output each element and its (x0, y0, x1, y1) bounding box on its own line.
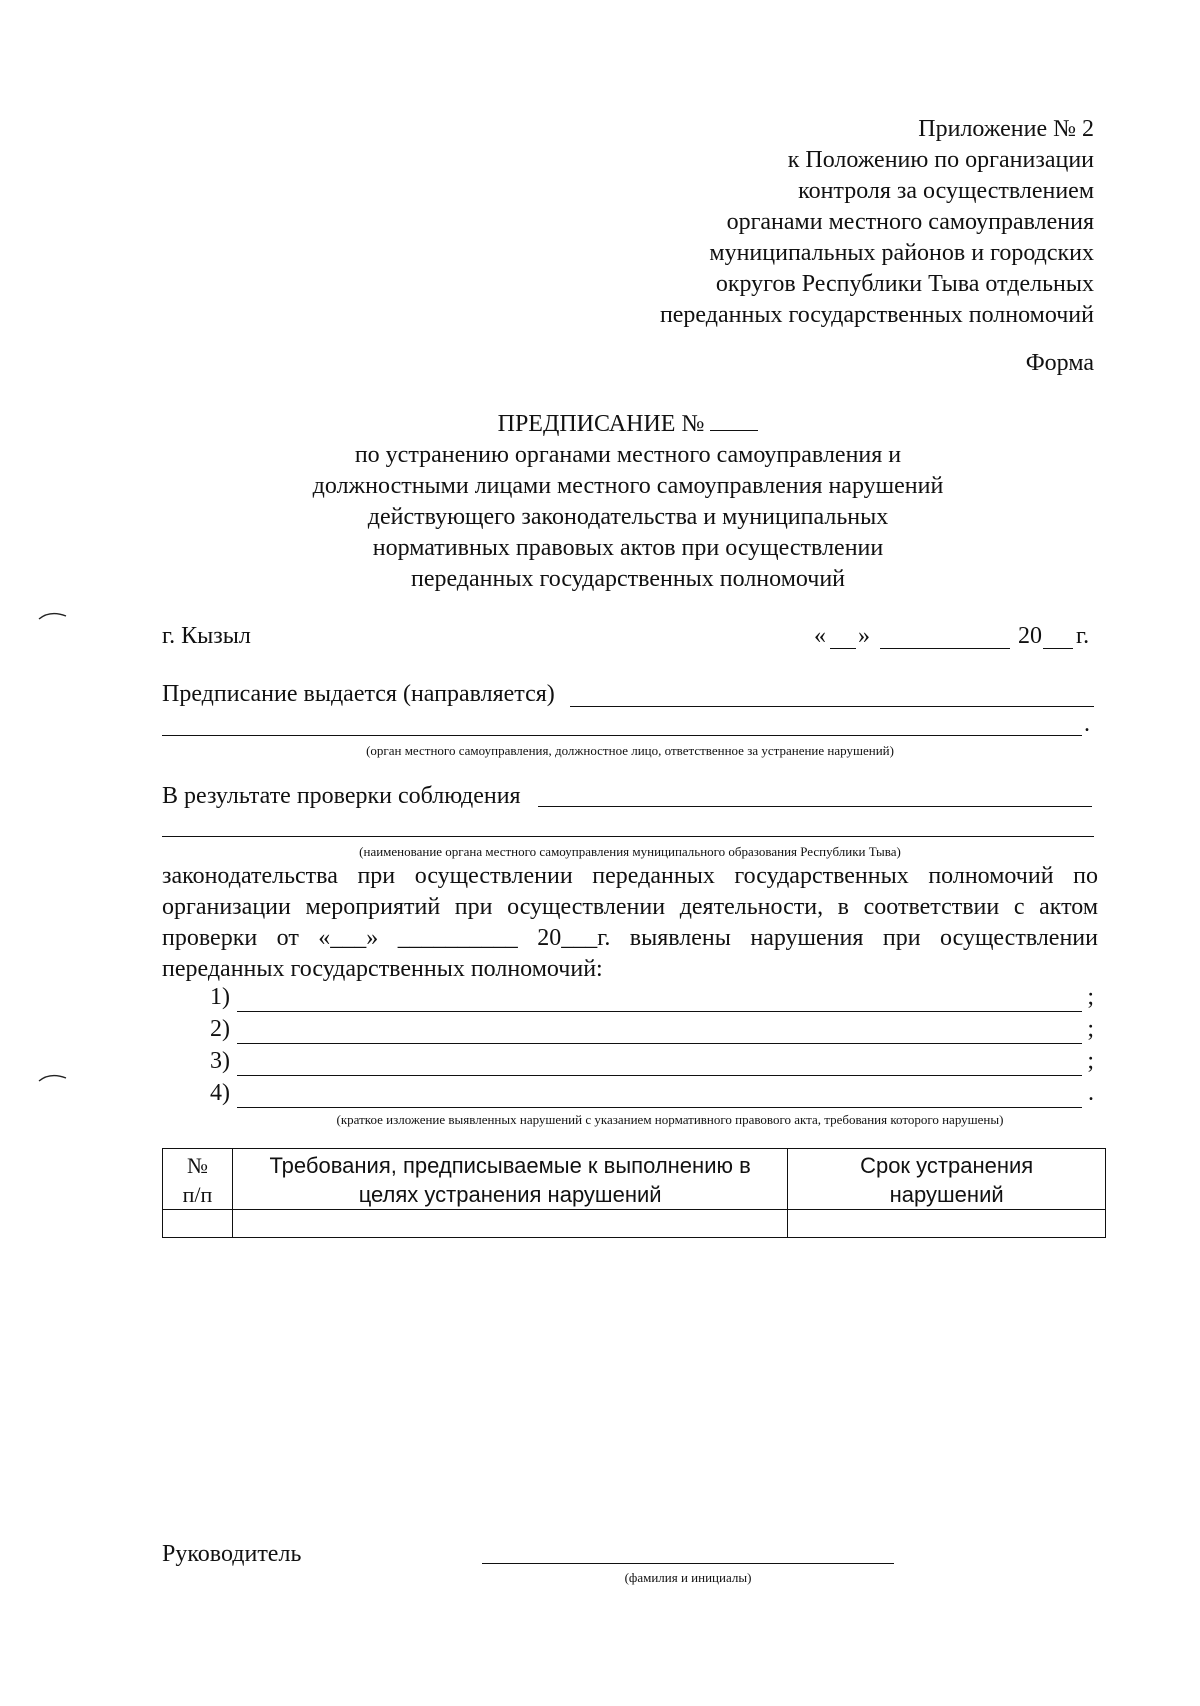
header-text: целях устранения нарушений (358, 1182, 662, 1207)
table-cell (788, 1210, 1106, 1238)
number-blank (710, 408, 758, 431)
inspection-label: В результате проверки соблюдения (162, 783, 521, 809)
issued-end-punct: . (1084, 711, 1090, 737)
header-line: контроля за осуществлением (798, 178, 1094, 204)
column-header-deadline (788, 1149, 1106, 1210)
document-title (200, 408, 1056, 595)
header-text: № (186, 1153, 208, 1178)
header-line: органами местного самоуправления (726, 209, 1094, 235)
header-text: п/п (182, 1182, 213, 1207)
issued-caption: (орган местного самоуправления, должностное лицо, ответственное за устранение нарушений) (366, 743, 894, 758)
date-month-blank (880, 648, 1010, 649)
column-header-requirements (232, 1149, 787, 1210)
title-line: нормативных правовых актов при осуществлении (372, 535, 884, 561)
inspection-blank (538, 806, 1092, 807)
form-label: Форма (1025, 350, 1094, 376)
issued-blank-line-2 (162, 735, 1082, 736)
header-line: муниципальных районов и городских (709, 240, 1094, 266)
violation-number: 1) (210, 984, 230, 1010)
table-header-row (163, 1149, 1106, 1210)
violation-blank (237, 1107, 1082, 1108)
inspection-paragraph (162, 861, 1098, 985)
violation-number: 4) (210, 1080, 230, 1106)
inspection-blank-line-2 (162, 836, 1094, 837)
header-text: нарушений (889, 1182, 1004, 1207)
title-main-text: ПРЕДПИСАНИЕ № (497, 411, 705, 437)
violation-end: ; (1087, 984, 1094, 1010)
date-open-quote: « (814, 623, 826, 649)
paragraph-line: законодательства при осуществлении переданных государственных полномочий по (162, 863, 1098, 889)
violation-blank (237, 1043, 1082, 1044)
violation-item-3 (160, 1048, 1100, 1078)
header-line: округов Республики Тыва отдельных (715, 271, 1094, 297)
violations-caption: (краткое изложение выявленных нарушений с указанием нормативного правового акта, требования которого нарушены) (336, 1112, 1004, 1127)
header-text: Срок устранения (860, 1153, 1034, 1178)
year-prefix: 20 (1018, 623, 1042, 649)
issued-blank (570, 706, 1094, 707)
city-label: г. Кызыл (162, 623, 251, 649)
date-day-blank (830, 648, 856, 649)
inspection-caption: (наименование органа местного самоуправления муниципального образования Республики Тыва) (359, 844, 901, 859)
violation-item-1 (160, 984, 1100, 1014)
title-line: по устранению органами местного самоуправления и (354, 442, 902, 468)
violation-blank (237, 1075, 1082, 1076)
signature-label: Руководитель (162, 1541, 302, 1567)
title-line: переданных государственных полномочий (410, 566, 846, 592)
column-header-number (163, 1149, 233, 1210)
violation-item-2 (160, 1016, 1100, 1046)
violation-number: 2) (210, 1016, 230, 1042)
violation-number: 3) (210, 1048, 230, 1074)
appendix-header (494, 114, 1094, 331)
paragraph-line: организации мероприятий при осуществлении деятельности, в соответствии с актом (162, 894, 1098, 920)
margin-mark (38, 1072, 68, 1082)
requirements-table (162, 1148, 1106, 1238)
paragraph-line: проверки от «___» __________ 20___г. выявлены нарушения при осуществлении (162, 925, 1098, 951)
header-text: Требования, предписываемые к выполнению в (269, 1153, 751, 1178)
table-cell (232, 1210, 787, 1238)
title-line: должностными лицами местного самоуправления нарушений (312, 473, 944, 499)
issued-label: Предписание выдается (направляется) (162, 681, 555, 707)
year-suffix: г. (1076, 623, 1090, 649)
violation-end: ; (1087, 1048, 1094, 1074)
header-line: переданных государственных полномочий (659, 302, 1094, 328)
margin-mark (38, 610, 68, 620)
table-cell (163, 1210, 233, 1238)
header-line: Приложение № 2 (918, 116, 1094, 142)
signature-caption: (фамилия и инициалы) (624, 1570, 752, 1585)
signature-blank (482, 1563, 894, 1564)
violation-end: . (1088, 1080, 1094, 1106)
title-line: действующего законодательства и муниципальных (367, 504, 889, 530)
paragraph-line: переданных государственных полномочий: (162, 956, 603, 982)
violation-end: ; (1087, 1016, 1094, 1042)
date-year-blank (1043, 648, 1073, 649)
violation-item-4 (160, 1080, 1100, 1110)
date-close-quote: » (858, 623, 870, 649)
header-line: к Положению по организации (787, 147, 1094, 173)
table-row (163, 1210, 1106, 1238)
title-main (200, 408, 1056, 440)
violation-blank (237, 1011, 1082, 1012)
